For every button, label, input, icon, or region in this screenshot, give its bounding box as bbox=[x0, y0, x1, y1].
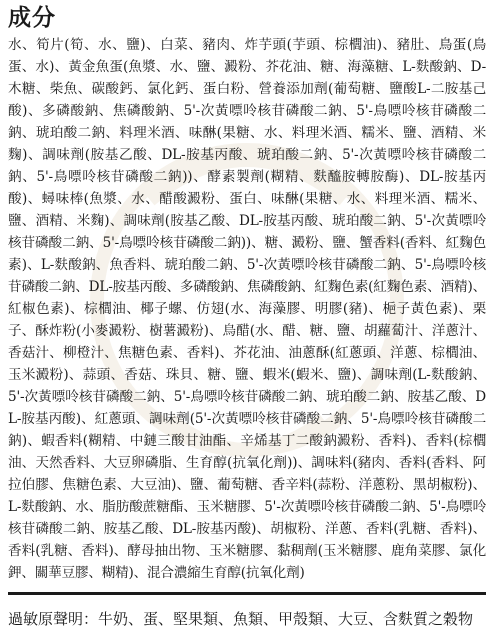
allergen-statement bbox=[8, 607, 486, 631]
section-divider bbox=[8, 592, 486, 595]
ingredients-heading: 成分 bbox=[8, 5, 56, 31]
allergen-label: 過敏原聲明： bbox=[8, 610, 99, 628]
allergen-value: 牛奶、蛋、堅果類、魚類、甲殼類、大豆、含麩質之穀物 bbox=[98, 610, 474, 628]
ingredients-text: 水、筍片(筍、水、鹽)、白菜、豬肉、炸芋頭(芋頭、棕櫚油)、豬肚、鳥蛋(鳥蛋、水)、黃金魚蛋(魚漿、水、鹽、澱粉、芥花油、糖、海藻糖、L-麩酸鈉、D-木糖、柴魚、碳酸鈣、氯化鈣、蛋白粉、營養添加劑(葡萄糖、鹽酸L-二胺基己酸)、多磷酸鈉、焦磷酸鈉、5'-次黃嘌呤核苷磷酸二鈉、5'-鳥嘌呤核苷磷酸二鈉、琥珀酸二鈉、料理米酒、味醂(果糖、水、料理米酒、糯米、鹽、酒精、米麴)、調味劑(胺基乙酸、DL-胺基丙酸、琥珀酸二鈉、5'-次黃嘌呤核苷磷酸二鈉、5'-鳥嘌呤核苷磷酸二鈉))、酵素製劑(糊精、麩醯胺轉胺酶)、DL-胺基丙酸)、蟳味棒(魚漿、水、醋酸澱粉、蛋白、味醂(果糖、水、料理米酒、糯米、鹽、酒精、米麴)、調味劑(胺基乙酸、DL-胺基丙酸、琥珀酸二鈉、5'-次黃嘌呤核苷磷酸二鈉、5'-鳥嘌呤核苷磷酸二鈉))、糖、澱粉、鹽、蟹香料(香料、紅麴色素)、L-麩酸鈉、魚香料、琥珀酸二鈉、5'-次黃嘌呤核苷磷酸二鈉、5'-鳥嘌呤核苷磷酸二鈉、DL-胺基丙酸、多磷酸鈉、焦磷酸鈉、紅麴色素(紅麴色素、酒精)、紅椒色素)、棕櫚油、椰子螺、仿翅(水、海藻膠、明膠(豬)、梔子黃色素)、栗子、酥炸粉(小麥澱粉、樹薯澱粉)、烏醋(水、醋、糖、鹽、胡蘿蔔汁、洋蔥汁、香菇汁、柳橙汁、焦糖色素、香料)、芥花油、油蔥酥(紅蔥頭、洋蔥、棕櫚油、玉米澱粉)、蒜頭、香菇、珠貝、糖、鹽、蝦米(蝦米、鹽)、調味劑(L-麩酸鈉、5'-次黃嘌呤核苷磷酸二鈉、5'-鳥嘌呤核苷磷酸二鈉、琥珀酸二鈉、胺基乙酸、DL-胺基丙酸)、紅蔥頭、調味劑(5'-次黃嘌呤核苷磷酸二鈉、5'-鳥嘌呤核苷磷酸二鈉)、蝦香料(糊精、中鏈三酸甘油酯、辛烯基丁二酸鈉澱粉、香料)、香料(棕櫚油、天然香料、大豆卵磷脂、生育醇(抗氧化劑))、調味料(豬肉、香料(香料、阿拉伯膠、焦糖色素、大豆油)、鹽、葡萄糖、香辛料(蒜粉、洋蔥粉、黑胡椒粉)、L-麩酸鈉、水、脂肪酸蔗糖酯、玉米糖膠、5'-次黃嘌呤核苷磷酸二鈉、5'-鳥嘌呤核苷磷酸二鈉、胺基乙酸、DL-胺基丙酸)、胡椒粉、洋蔥、香料(乳糖、香料)、香料(乳糖、香料)、酵母抽出物、玉米糖膠、黏稠劑(玉米糖膠、鹿角菜膠、氯化鉀、關華豆膠、糊精)、混合濃縮生育醇(抗氧化劑) bbox=[8, 37, 486, 581]
